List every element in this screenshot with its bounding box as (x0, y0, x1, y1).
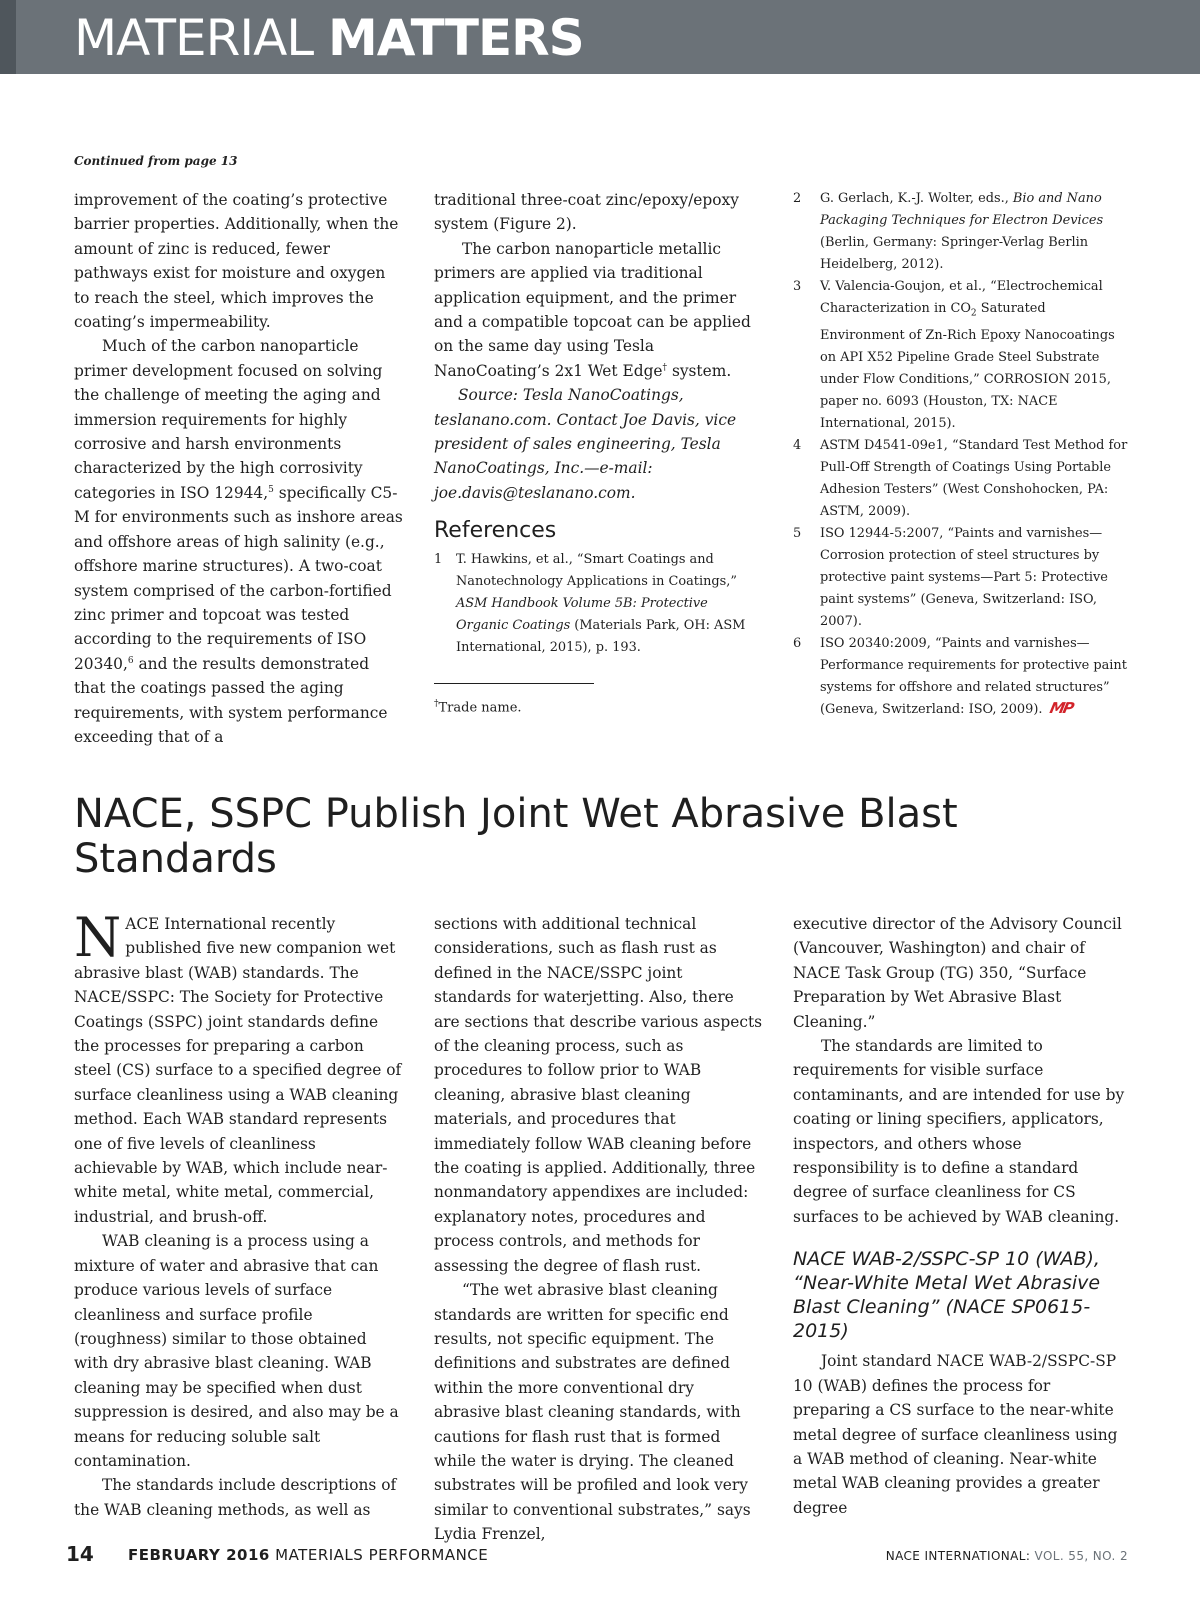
continued-note: Continued from page 13 (74, 154, 238, 168)
article2-column-3 (793, 912, 1128, 1520)
article1-column-3 (793, 188, 1128, 721)
paragraph: The standards include descriptions of the WAB cleaning methods, as well as (74, 1476, 397, 1519)
mp-end-logo: MP (1048, 698, 1075, 717)
section-title-light: MATERIAL (74, 9, 329, 67)
citation-6: 6 (127, 655, 134, 666)
article2-column-1 (74, 906, 404, 1522)
reference-item: 1 T. Hawkins, et al., “Smart Coatings and Nanotechnology Applications in Coatings,” ASM Handbook Volume 5B: Protective Organic Coatings (Materials Park, OH: ASM International, 2015), p. 193. (434, 552, 746, 656)
article2-column-2 (434, 912, 764, 1547)
reference-item: 3 V. Valencia-Goujon, et al., “Electrochemical Characterization in $CO_2$ Saturated Environment of Zn-Rich Epoxy Nanocoatings on API X52 Pipeline Grade Steel Substrate under Flow Conditions,” CORROSION 2015, paper no. 6093 (Houston, TX: NACE International, 2015). (793, 279, 1115, 431)
paragraph: WAB cleaning is a process using a mixture of water and abrasive that can produce various levels of surface cleanliness and surface profile (roughness) similar to those obtained with dry abrasive blast cleaning. WAB cleaning may be specified when dust suppression is desired, and also may be a means for reducing soluble salt contamination. (74, 1232, 399, 1470)
paragraph: The standards are limited to requirements for visible surface contaminants, and are intended for use by coating or lining specifiers, applicators, inspectors, and others whose responsibility is to define a standard degree of surface cleanliness for CS surfaces to be achieved by WAB cleaning. (793, 1037, 1125, 1226)
section-banner (0, 0, 1200, 74)
paragraph: traditional three-coat zinc/epoxy/epoxy system (Figure 2). (434, 191, 739, 234)
reference-item: 2 G. Gerlach, K.-J. Wolter, eds., Bio and Nano Packaging Techniques for Electron Devices (Berlin, Germany: Springer-Verlag Berlin Heidelberg, 2012). (793, 191, 1104, 272)
article-title: NACE, SSPC Publish Joint Wet Abrasive Blast Standards (74, 791, 958, 882)
footnote-divider (434, 683, 594, 684)
reference-item: 6 ISO 20340:2009, “Paints and varnishes—Performance requirements for protective paint systems for offshore and related structures” (Geneva, Switzerland: ISO, 2009). MP (793, 635, 1127, 717)
references-heading: References (434, 518, 557, 544)
citation-5: 5 (268, 484, 274, 495)
source-credit: Source: Tesla NanoCoatings, teslanano.com. Contact Joe Davis, vice president of sales engineering, Tesla NanoCoatings, Inc.—e-mail: joe.davis@teslanano.com. (434, 386, 737, 502)
paragraph: Joint standard NACE WAB-2/SSPC-SP 10 (WAB) defines the process for preparing a CS surface to the near-white metal degree of surface cleanliness using a WAB method of cleaning. Near-white metal WAB cleaning provides a greater degree (793, 1352, 1118, 1517)
paragraph: improvement of the coating’s protective barrier properties. Additionally, when the amount of zinc is reduced, fewer pathways exist for moisture and oxygen to reach the steel, which improves the coating’s impermeability. (74, 191, 399, 332)
section-title-bold: MATTERS (328, 9, 584, 67)
volume-line: NACE INTERNATIONAL: VOL. 55, NO. 2 (885, 1549, 1128, 1563)
page-number: 14 (66, 1542, 94, 1566)
paragraph: NACE International recently published five new companion wet abrasive blast (WAB) standards. The NACE/SSPC: The Society for Protective Coatings (SSPC) joint standards define the processes for preparing a carbon steel (CS) surface to a specified degree of surface cleanliness using a WAB cleaning method. Each WAB standard represents one of five levels of cleanliness achievable by WAB, which include near-white metal, white metal, commercial, industrial, and brush-off. (74, 906, 402, 1226)
paragraph: executive director of the Advisory Council (Vancouver, Washington) and chair of NACE Task Group (TG) 350, “Surface Preparation by Wet Abrasive Blast Cleaning.” (793, 915, 1122, 1031)
reference-item: 4 ASTM D4541-09e1, “Standard Test Method for Pull-Off Strength of Coatings Using Portable Adhesion Testers” (West Conshohocken, PA: ASTM, 2009). (793, 437, 1128, 519)
drop-cap: N (74, 906, 122, 969)
paragraph: The carbon nanoparticle metallic primers are applied via traditional application equipment, and the primer and a compatible topcoat can be applied on the same day using Tesla NanoCoating’s 2x1 Wet Edge† system. (434, 239, 751, 380)
paragraph: sections with additional technical considerations, such as flash rust as defined in the NACE/SSPC joint standards for waterjetting. Also, there are sections that describe various aspects of the cleaning process, such as procedures to follow prior to WAB cleaning, abrasive blast cleaning materials, and procedures that immediately follow WAB cleaning before the coating is applied. Additionally, three nonmandatory appendixes are included: explanatory notes, procedures and process controls, and methods for assessing the degree of flash rust. (434, 915, 763, 1275)
section-title (74, 8, 584, 68)
paragraph: Much of the carbon nanoparticle primer development focused on solving the challenge of meeting the aging and immersion requirements for highly corrosive and harsh environments characterized by the high corrosivity categories in ISO 12944,$^5$ specifically C5-M for environments such as inshore areas and offshore areas of high salinity (e.g., offshore marine structures). A two-coat system comprised of the carbon-fortified zinc primer and topcoat was tested according to the requirements of ISO 20340,$^6$ and the results demonstrated that the coatings passed the aging requirements, with system performance exceeding that of a (74, 337, 403, 746)
issue-line: FEBRUARY 2016 MATERIALS PERFORMANCE (128, 1546, 489, 1564)
standard-subheading: NACE WAB-2/SSPC-SP 10 (WAB), “Near-White Metal Wet Abrasive Blast Cleaning” (NACE SP0615-2015) (793, 1248, 1101, 1343)
footnote: †Trade name. (434, 699, 522, 716)
trademark-dagger: † (662, 362, 668, 373)
banner-edge-accent (0, 0, 16, 74)
page-footer (0, 1540, 1200, 1570)
paragraph: “The wet abrasive blast cleaning standards are written for specific end results, not specific equipment. The definitions and substrates are defined within the more conventional dry abrasive blast cleaning standards, with cautions for flash rust that is formed while the water is drying. The cleaned substrates will be profiled and look very similar to conventional substrates,” says Lydia Frenzel, (434, 1281, 751, 1544)
reference-item: 5 ISO 12944-5:2007, “Paints and varnishes—Corrosion protection of steel structures by protective paint systems—Part 5: Protective paint systems” (Geneva, Switzerland: ISO, 2007). (793, 525, 1108, 629)
article1-column-2 (434, 188, 764, 717)
article1-column-1 (74, 188, 404, 749)
